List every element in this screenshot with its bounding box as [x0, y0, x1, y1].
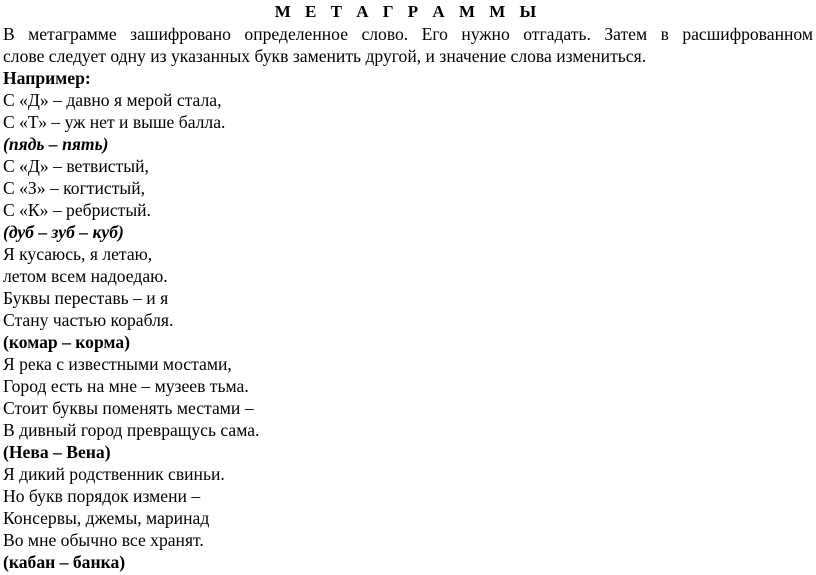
text-line: С «К» – ребристый.	[3, 200, 151, 220]
text-line: Я кусаюсь, я летаю,	[3, 244, 153, 264]
intro-line: слове следует одну из указанных букв заменить другой, и значение слова измениться.	[3, 46, 647, 66]
text-line: Я дикий родственник свиньи.	[3, 464, 225, 484]
text-line: Я река с известными мостами,	[3, 354, 232, 374]
text-line: Во мне обычно все хранят.	[3, 530, 204, 550]
riddle-list	[3, 67, 813, 573]
text-line: В дивный город превращусь сама.	[3, 420, 260, 440]
text-line: летом всем надоедаю.	[3, 266, 168, 286]
example-heading: Например:	[3, 68, 91, 88]
text-line: С «Д» – давно я мерой стала,	[3, 90, 222, 110]
answer-line: (Нева – Вена)	[3, 442, 111, 462]
intro-line: В метаграмме зашифровано определенное слово. Его нужно отгадать. Затем в расшифрованном	[3, 24, 813, 44]
answer-line: (пядь – пять)	[3, 134, 109, 154]
intro-paragraph	[3, 23, 813, 67]
answer-line: (комар – корма)	[3, 332, 131, 352]
answer-line: (кабан – банка)	[3, 552, 126, 572]
text-line: Консервы, джемы, маринад	[3, 508, 210, 528]
text-line: С «Д» – ветвистый,	[3, 156, 149, 176]
text-line: Стану частью корабля.	[3, 310, 174, 330]
text-line: Буквы переставь – и я	[3, 288, 169, 308]
text-line: С «З» – когтистый,	[3, 178, 146, 198]
text-line: С «Т» – уж нет и выше балла.	[3, 112, 226, 132]
page-title: М Е Т А Г Р А М М Ы	[274, 2, 542, 21]
text-line: Но букв порядок измени –	[3, 486, 201, 506]
answer-line: (дуб – зуб – куб)	[3, 222, 124, 242]
text-line: Стоит буквы поменять местами –	[3, 398, 254, 418]
text-line: Город есть на мне – музеев тьма.	[3, 376, 249, 396]
